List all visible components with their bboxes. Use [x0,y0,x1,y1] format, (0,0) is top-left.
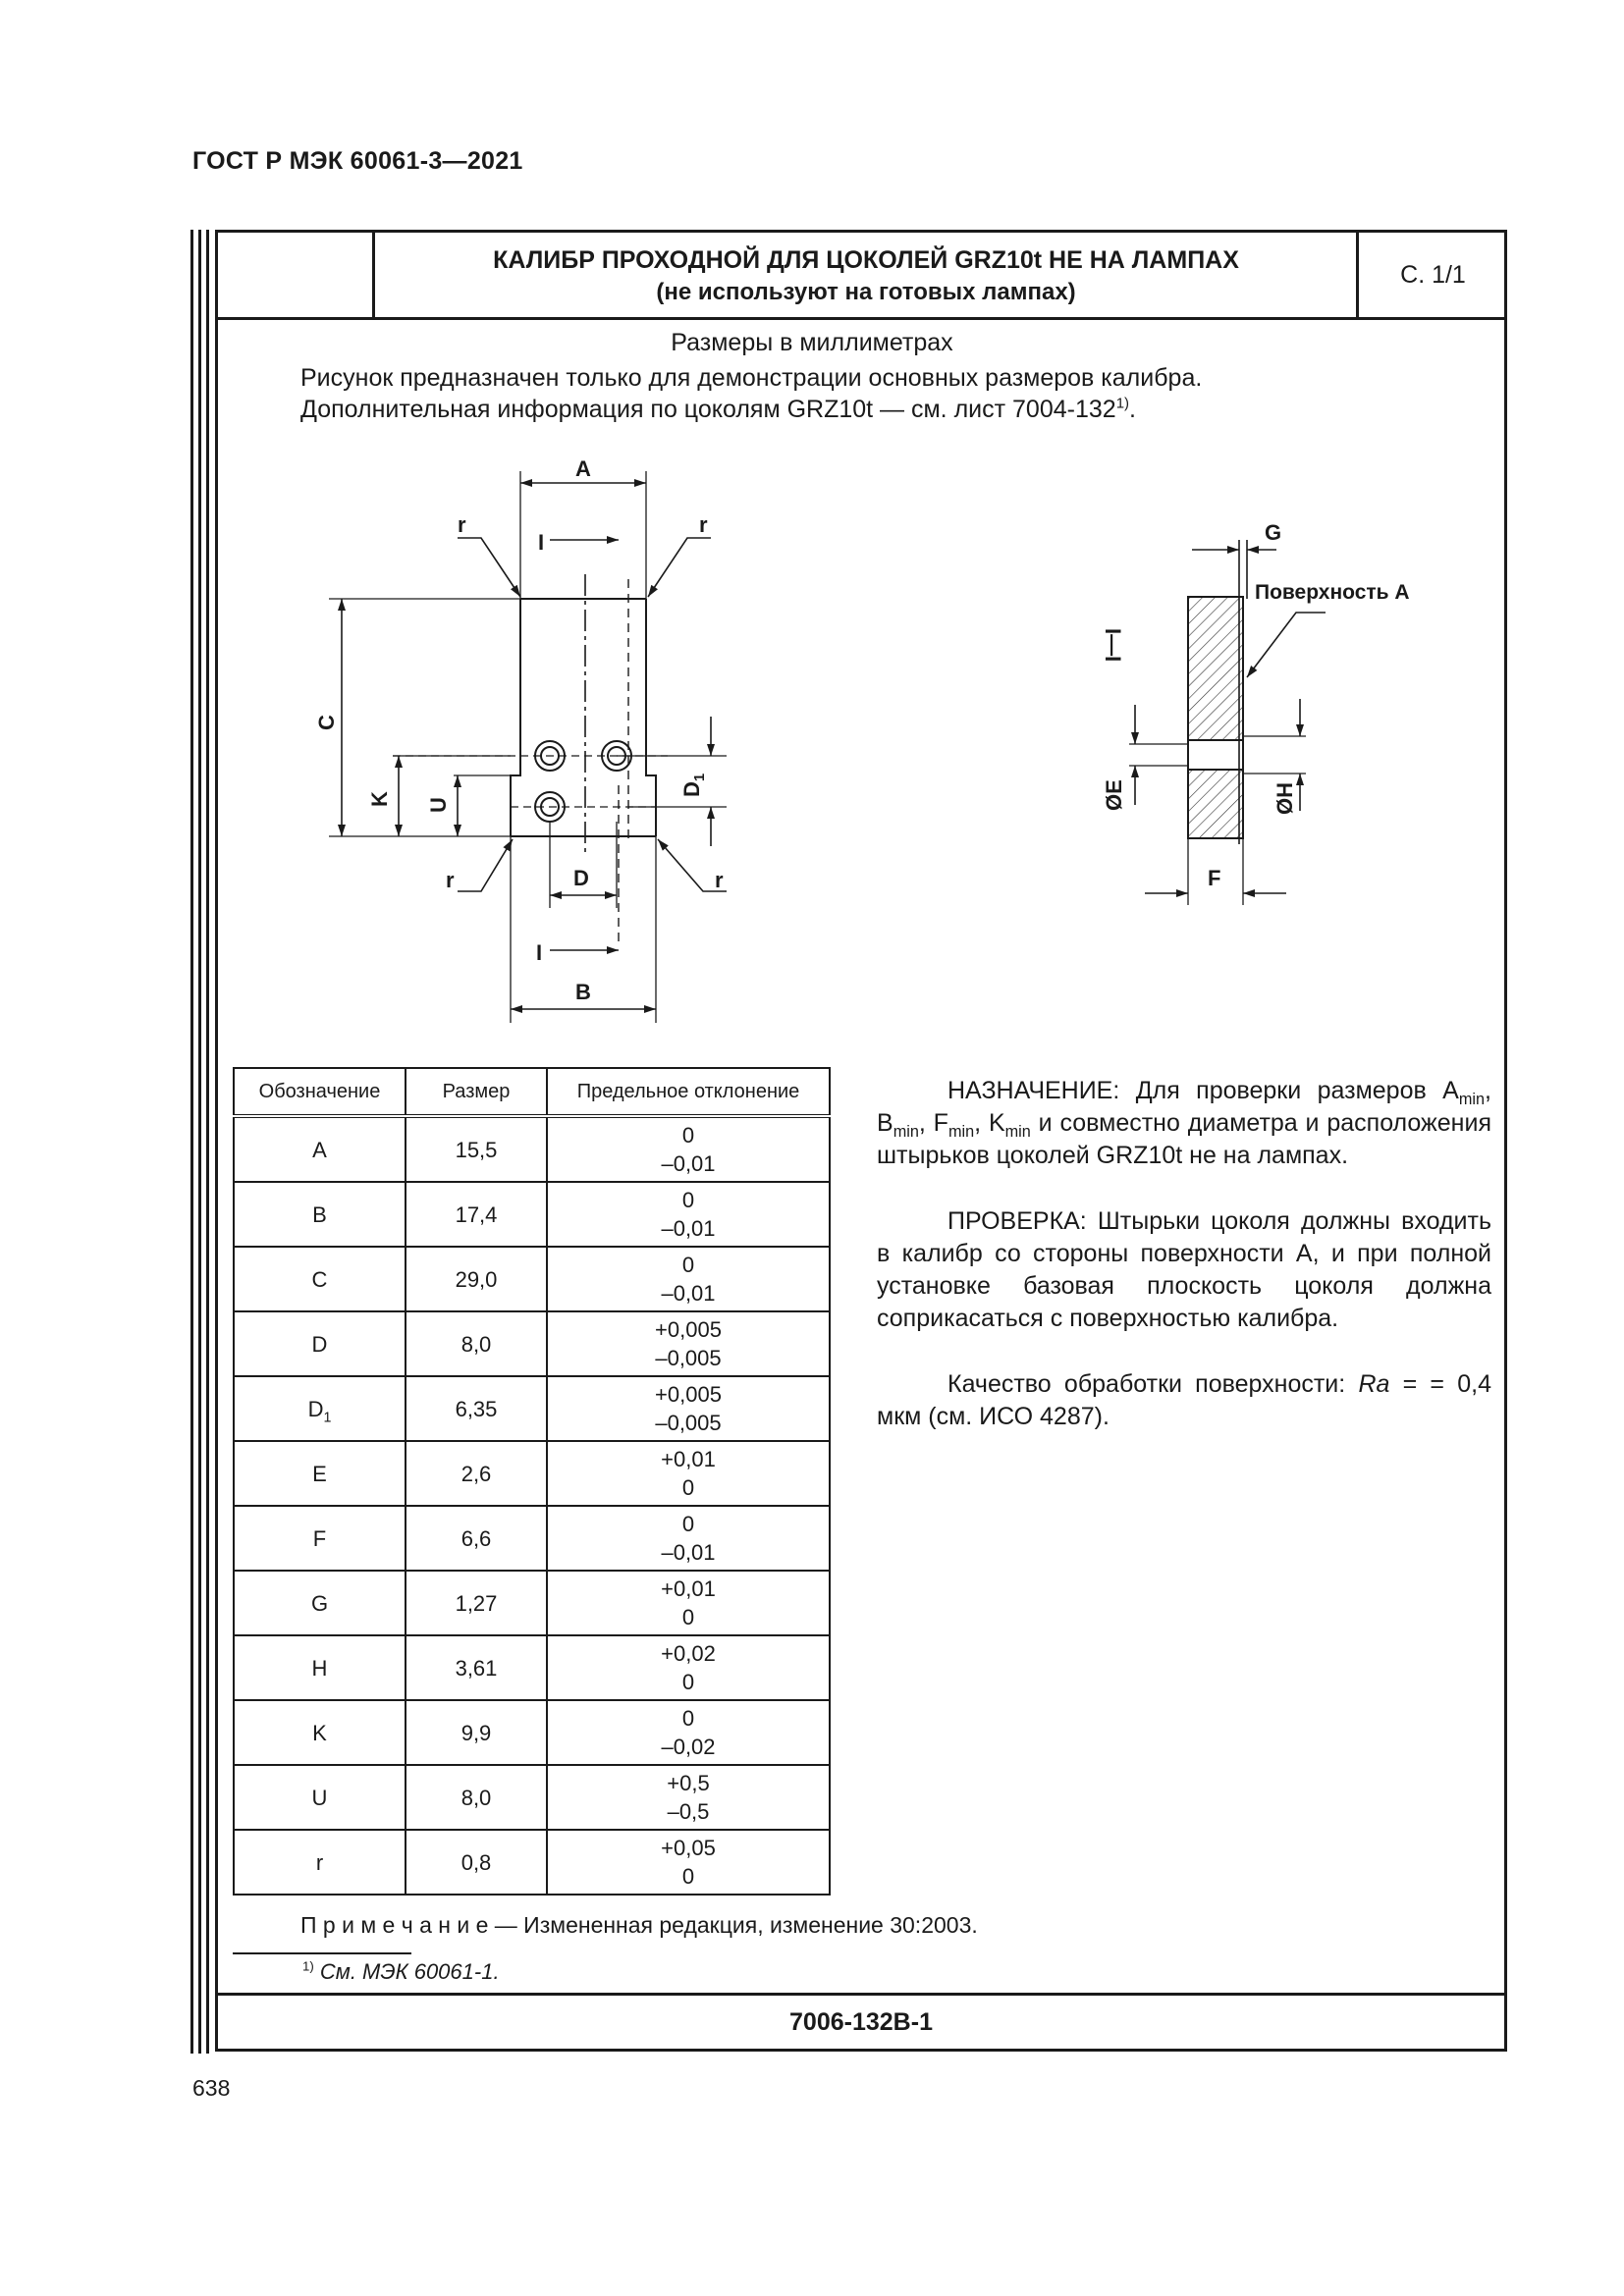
cell-tolerance [547,1376,830,1441]
table-row [234,1247,830,1311]
tolerance-lower: –0,01 [661,1281,716,1306]
cell-size: 6,6 [406,1506,547,1571]
sym-a-min: $A_{min}$ [1442,1077,1486,1108]
tolerance-lower: –0,01 [661,1216,716,1241]
tolerance-upper: +0,02 [661,1641,716,1666]
front-view-labels [314,456,724,1004]
cell-symbol: U [234,1765,406,1830]
section-hatch-upper [1188,597,1243,740]
tolerance-upper: +0,05 [661,1836,716,1860]
label-g: G [1265,520,1282,545]
cell-symbol: r [234,1830,406,1895]
sheet-subtitle: (не используют на готовых лампах) [656,279,1076,305]
label-r: r [458,512,466,537]
label-b: B [575,980,591,1004]
tolerance-upper: +0,01 [661,1576,716,1601]
cell-symbol: G [234,1571,406,1635]
cell-size: 0,8 [406,1830,547,1895]
header-symbol: Обозначение [234,1068,406,1116]
cell-size: 8,0 [406,1311,547,1376]
sheet-title: КАЛИБР ПРОХОДНОЙ ДЛЯ ЦОКОЛЕЙ GRZ10t НЕ НА ЛАМПАХ [493,246,1239,274]
footnote-mark: 1) [302,1958,314,1974]
intro-line: Рисунок предназначен только для демонстрации основных размеров калибра. [300,364,1203,392]
tolerance-lower: 0 [681,1864,695,1889]
footnote-rule [233,1952,411,1954]
check-paragraph: ПРОВЕРКА: Штырьки цоколя должны входить в калибр со стороны поверхности A, и при полной установке базовая плоскость цоколя должна соприкасаться с поверхностью калибра. [877,1207,1491,1332]
header-size: Размер [406,1068,547,1116]
tolerance-lower: 0 [681,1605,695,1629]
table-row [234,1506,830,1571]
tolerance-upper: 0 [681,1188,695,1212]
footnote [302,1959,500,1985]
sym-k-min: $K_{min}$ [988,1109,1031,1141]
cell-size: 8,0 [406,1765,547,1830]
tolerance-lower: –0,02 [661,1735,716,1759]
table-body [234,1116,830,1895]
dimensions-caption: Размеры в миллиметрах [671,329,953,356]
cell-size: 15,5 [406,1116,547,1182]
dimensions-table [233,1067,831,1896]
tolerance-lower: –0,005 [655,1411,722,1435]
note: П р и м е ч а н и е — Измененная редакция, изменение 30:2003. [300,1912,978,1938]
sym-f-min: $F_{min}$ [933,1109,975,1141]
footnote-text: См. МЭК 60061-1. [313,1959,500,1984]
leader-surface-a [1247,613,1326,677]
sym-b-min: $B_{min}$ [877,1109,919,1141]
tolerance-lower: –0,005 [655,1346,722,1370]
page-number: 638 [192,2075,231,2101]
label-d1: $D_1$ [679,773,708,797]
section-hatch-lower [1188,770,1243,838]
label-f: F [1208,866,1221,890]
table-row [234,1441,830,1506]
intro-text: Дополнительная информация по цоколям GRZ10t — см. лист 7004-132 [300,396,1116,423]
tolerance-upper: +0,01 [661,1447,716,1471]
intro-period: . [1129,396,1136,423]
cell-tolerance [547,1247,830,1311]
cell-symbol: K [234,1700,406,1765]
label-a: A [575,456,591,481]
table-row [234,1376,830,1441]
cell-symbol: F [234,1506,406,1571]
label-u: U [426,797,451,813]
cell-tolerance [547,1311,830,1376]
cell-tolerance [547,1830,830,1895]
leader-r [458,538,520,597]
cell-symbol: E [234,1441,406,1506]
table-header-row [234,1068,830,1116]
cell-symbol: C [234,1247,406,1311]
leader-r [648,538,711,597]
cell-symbol: H [234,1635,406,1700]
section-view-labels [1101,520,1410,890]
label-section-i: I—I [1101,628,1125,663]
table-row [234,1182,830,1247]
cell-symbol: D [234,1311,406,1376]
tolerance-upper: +0,005 [655,1317,722,1342]
footnote-ref: 1) [1115,395,1130,412]
tolerance-lower: –0,01 [661,1540,716,1565]
tolerance-upper: +0,5 [667,1771,710,1795]
gauge-outline [511,599,520,836]
cell-size: 2,6 [406,1441,547,1506]
label-h: ØH [1272,782,1297,815]
tolerance-upper: 0 [681,1706,695,1731]
table-row [234,1311,830,1376]
ra-symbol: Ra [1358,1370,1390,1398]
label-e: ØE [1102,779,1126,811]
cell-size: 29,0 [406,1247,547,1311]
tolerance-lower: 0 [681,1670,695,1694]
leader-r [458,839,513,891]
table-row [234,1635,830,1700]
label-d: D [573,866,589,890]
tolerance-upper: 0 [681,1512,695,1536]
gauge-drawing [0,0,1624,1060]
purpose-text [877,1075,1491,1467]
tolerance-upper: +0,005 [655,1382,722,1407]
cell-symbol: $D_1$ [234,1376,406,1441]
sheet-number: 7006-132B-1 [218,1993,1504,2049]
tolerance-upper: 0 [681,1123,695,1148]
cell-symbol: A [234,1116,406,1182]
label-r: r [699,512,708,537]
purpose-tail: и совместно диаметра и расположения штырьков цоколей GRZ10t не на лампах. [877,1109,1491,1169]
label-r: r [446,868,455,892]
label-k: K [367,791,392,807]
label-surface-a: Поверхность А [1255,581,1410,604]
cell-size: 9,9 [406,1700,547,1765]
cell-size: 3,61 [406,1635,547,1700]
label-r: r [715,868,724,892]
header-tolerance: Предельное отклонение [547,1068,830,1116]
cell-size: 1,27 [406,1571,547,1635]
label-i: I [538,530,545,555]
surface-quality-paragraph: Качество обработки поверхности: Ra = = 0,4 мкм (см. ИСО 4287). [877,1370,1491,1430]
cell-symbol: B [234,1182,406,1247]
tolerance-lower: 0 [681,1475,695,1500]
cell-tolerance [547,1700,830,1765]
tolerance-lower: –0,5 [667,1799,710,1824]
gauge-outline [646,599,656,836]
cell-tolerance [547,1182,830,1247]
table-row [234,1116,830,1182]
cell-tolerance [547,1506,830,1571]
tolerance-lower: –0,01 [661,1151,716,1176]
table-row [234,1765,830,1830]
table-row [234,1571,830,1635]
label-i: I [536,940,543,965]
table-row [234,1700,830,1765]
purpose-paragraph: НАЗНАЧЕНИЕ: Для проверки размеров $A_{min}$, $B_{min}$, $F_{min}$, $K_{min}$ и совместно диаметра и расположения штырьков цоколей GRZ10t не на лампах. [877,1077,1491,1169]
cell-tolerance [547,1635,830,1700]
cell-tolerance [547,1441,830,1506]
cell-tolerance [547,1765,830,1830]
document-code: ГОСТ Р МЭК 60061-3—2021 [192,147,523,175]
front-view [329,471,727,1023]
label-c: C [314,715,339,730]
cell-size: 6,35 [406,1376,547,1441]
purpose-lead: НАЗНАЧЕНИЕ: Для проверки размеров [947,1077,1443,1104]
section-pin-hole [1188,740,1243,770]
cell-size: 17,4 [406,1182,547,1247]
sheet-page-ref: С. 1/1 [1356,233,1507,317]
cell-tolerance [547,1116,830,1182]
cell-tolerance [547,1571,830,1635]
table-row [234,1830,830,1895]
tolerance-upper: 0 [681,1253,695,1277]
